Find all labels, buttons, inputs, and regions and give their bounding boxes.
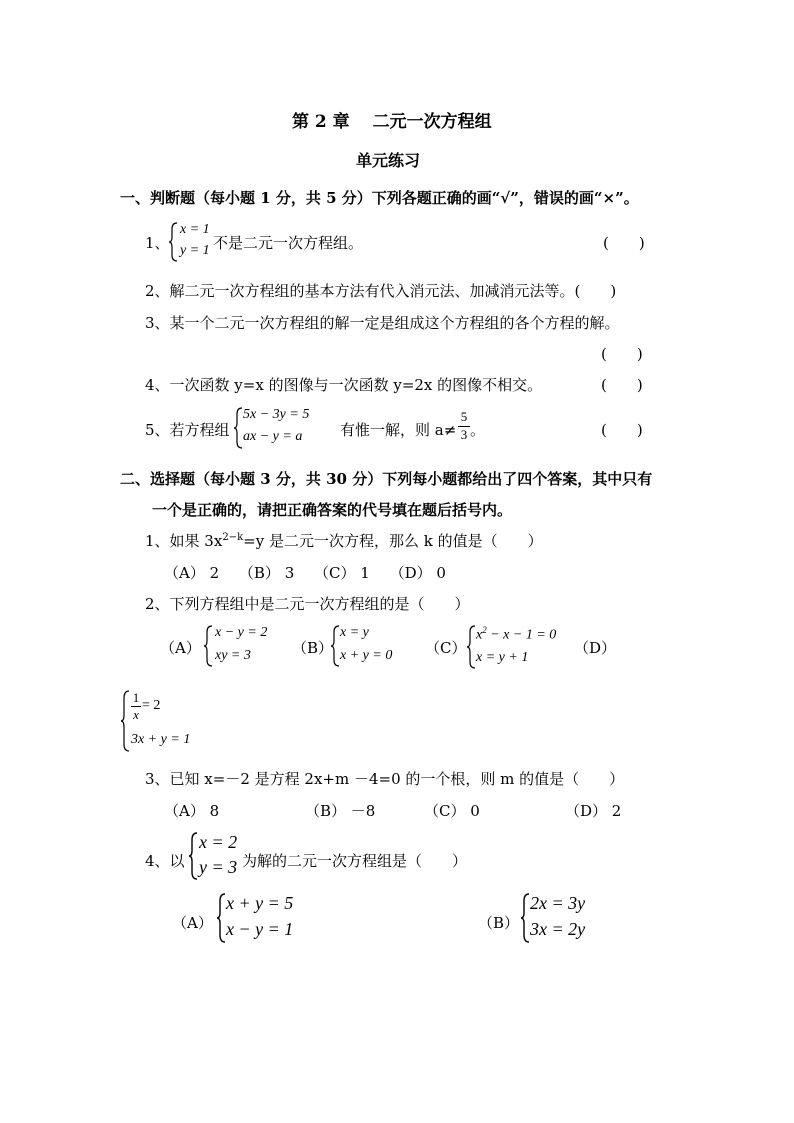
s2-q4-b-eq1: 2x = 3y	[530, 893, 586, 913]
s2-q4-option-b-system	[520, 893, 610, 945]
s2-q2-option-b-label: （B）	[292, 639, 334, 657]
s2-q3-text: 3、已知 x=－2 是方程 2x+m －4=0 的一个根，则 m 的值是（ ）	[145, 770, 625, 788]
s1-q3-answer-paren[interactable]: ( )	[601, 345, 643, 363]
s2-q3-option-a: （A） 8	[164, 802, 220, 820]
s2-q4-option-b-label: （B）	[478, 914, 520, 932]
s2-q2-d-eq1: = 2	[142, 698, 161, 713]
s2-q1-post: =y 是二元一次方程，那么 k 的值是（ ）	[243, 532, 543, 550]
s2-q3-option-b: （B） －8	[305, 802, 376, 820]
s1-q3-text: 3、某一个二元一次方程组的解一定是组成这个方程组的各个方程的解。	[145, 314, 620, 332]
brace-icon	[520, 893, 530, 943]
s2-q2-option-c-label: （C）	[425, 639, 467, 657]
s2-q4-a-eq2: x − y = 1	[226, 919, 294, 939]
s2-q4-option-a-system	[216, 893, 306, 945]
s1-q5-answer-paren[interactable]: ( )	[601, 421, 643, 439]
s2-q2-text: 2、下列方程组中是二元一次方程组的是（ ）	[145, 595, 470, 613]
s1-q1-number: 1、	[145, 234, 170, 252]
brace-icon	[203, 625, 213, 667]
s2-q4-a-eq1: x + y = 5	[226, 893, 294, 913]
s2-q4-b-eq2: 3x = 2y	[530, 919, 586, 939]
s2-q2-a-eq2: xy = 3	[215, 648, 251, 663]
s2-q4-text: 为解的二元一次方程组是（ ）	[242, 852, 468, 870]
s1-q5-end: 。	[470, 421, 486, 439]
s2-q3-option-d: （D） 2	[565, 802, 622, 820]
s2-q2-option-c-system	[466, 625, 566, 669]
s1-q5-number: 5、若方程组	[145, 421, 230, 439]
section2-heading-line2: 一个是正确的，请把正确答案的代号填在题后括号内。	[152, 501, 513, 519]
s1-q1-text: 不是二元一次方程组。	[213, 234, 364, 252]
brace-icon	[216, 893, 226, 943]
s2-q2-option-d-label: （D）	[574, 639, 617, 657]
s2-q1-options: （A） 2 （B） 3 （C） 1 （D） 0	[164, 564, 446, 582]
s2-q2-c-eq2: x = y + 1	[476, 650, 529, 665]
s2-q1-text	[145, 530, 543, 551]
s2-q1-sup: 2−k	[222, 532, 244, 543]
s2-q2-b-eq1: x = y	[340, 625, 369, 640]
brace-icon	[466, 625, 476, 669]
s1-q1-eq1: x = 1	[180, 222, 210, 237]
page-subtitle: 单元练习	[356, 151, 421, 170]
s2-q3-option-c: （C） 0	[424, 802, 480, 820]
s1-q5-system	[233, 407, 333, 449]
s2-q2-option-d-system	[120, 690, 210, 754]
s2-q2-b-eq2: x + y = 0	[340, 648, 393, 663]
s1-q5-frac-den: 3	[460, 427, 468, 442]
s2-q4-option-a-label: （A）	[172, 914, 213, 932]
s2-q2-c-eq1: $x^2 - x - 1 = 0$	[476, 625, 557, 643]
s2-q2-d-eq2: 3x + y = 1	[131, 732, 191, 747]
s2-q2-option-a-label: （A）	[160, 639, 201, 657]
s1-q5-text: 有惟一解，则 a≠	[340, 421, 457, 439]
brace-icon	[168, 222, 178, 262]
s2-q2-a-eq1: x − y = 2	[215, 625, 268, 640]
section1-heading: 一、判断题（每小题 1 分，共 5 分）下列各题正确的画“√”，错误的画“×”。	[120, 189, 639, 207]
s1-q5-eq1: 5x − 3y = 5	[243, 407, 310, 422]
section2-heading-line1: 二、选择题（每小题 3 分，共 30 分）下列每小题都给出了四个答案，其中只有	[120, 470, 653, 488]
brace-icon	[233, 407, 243, 449]
brace-icon	[120, 690, 130, 752]
s2-q2-option-a-system	[203, 625, 283, 667]
s2-q2-d-frac-den: x	[133, 707, 139, 722]
s2-q2-option-b-system	[330, 625, 410, 667]
chapter-title: 第 2 章 二元一次方程组	[292, 112, 492, 132]
s1-q2-text: 2、解二元一次方程组的基本方法有代入消元法、加减消元法等。( )	[145, 282, 617, 300]
s2-q4-number: 4、以	[145, 852, 185, 870]
s2-q1-pre: 1、如果 3x	[145, 532, 223, 550]
s2-q2-d-frac-num: 1	[132, 690, 140, 705]
s1-q4-text: 4、一次函数 y=x 的图像与一次函数 y=2x 的图像不相交。	[145, 376, 543, 394]
s1-q1-eq2: y = 1	[180, 243, 210, 258]
brace-icon	[330, 625, 340, 667]
s1-q5-frac-num: 5	[460, 409, 468, 424]
s1-q1-answer-paren[interactable]: ( )	[603, 234, 645, 252]
s2-q4-eq2: y = 3	[199, 857, 238, 877]
s2-q4-eq1: x = 2	[199, 832, 238, 852]
brace-icon	[188, 832, 198, 880]
s1-q5-eq2: ax − y = a	[243, 429, 303, 444]
s1-q4-answer-paren[interactable]: ( )	[601, 376, 643, 394]
